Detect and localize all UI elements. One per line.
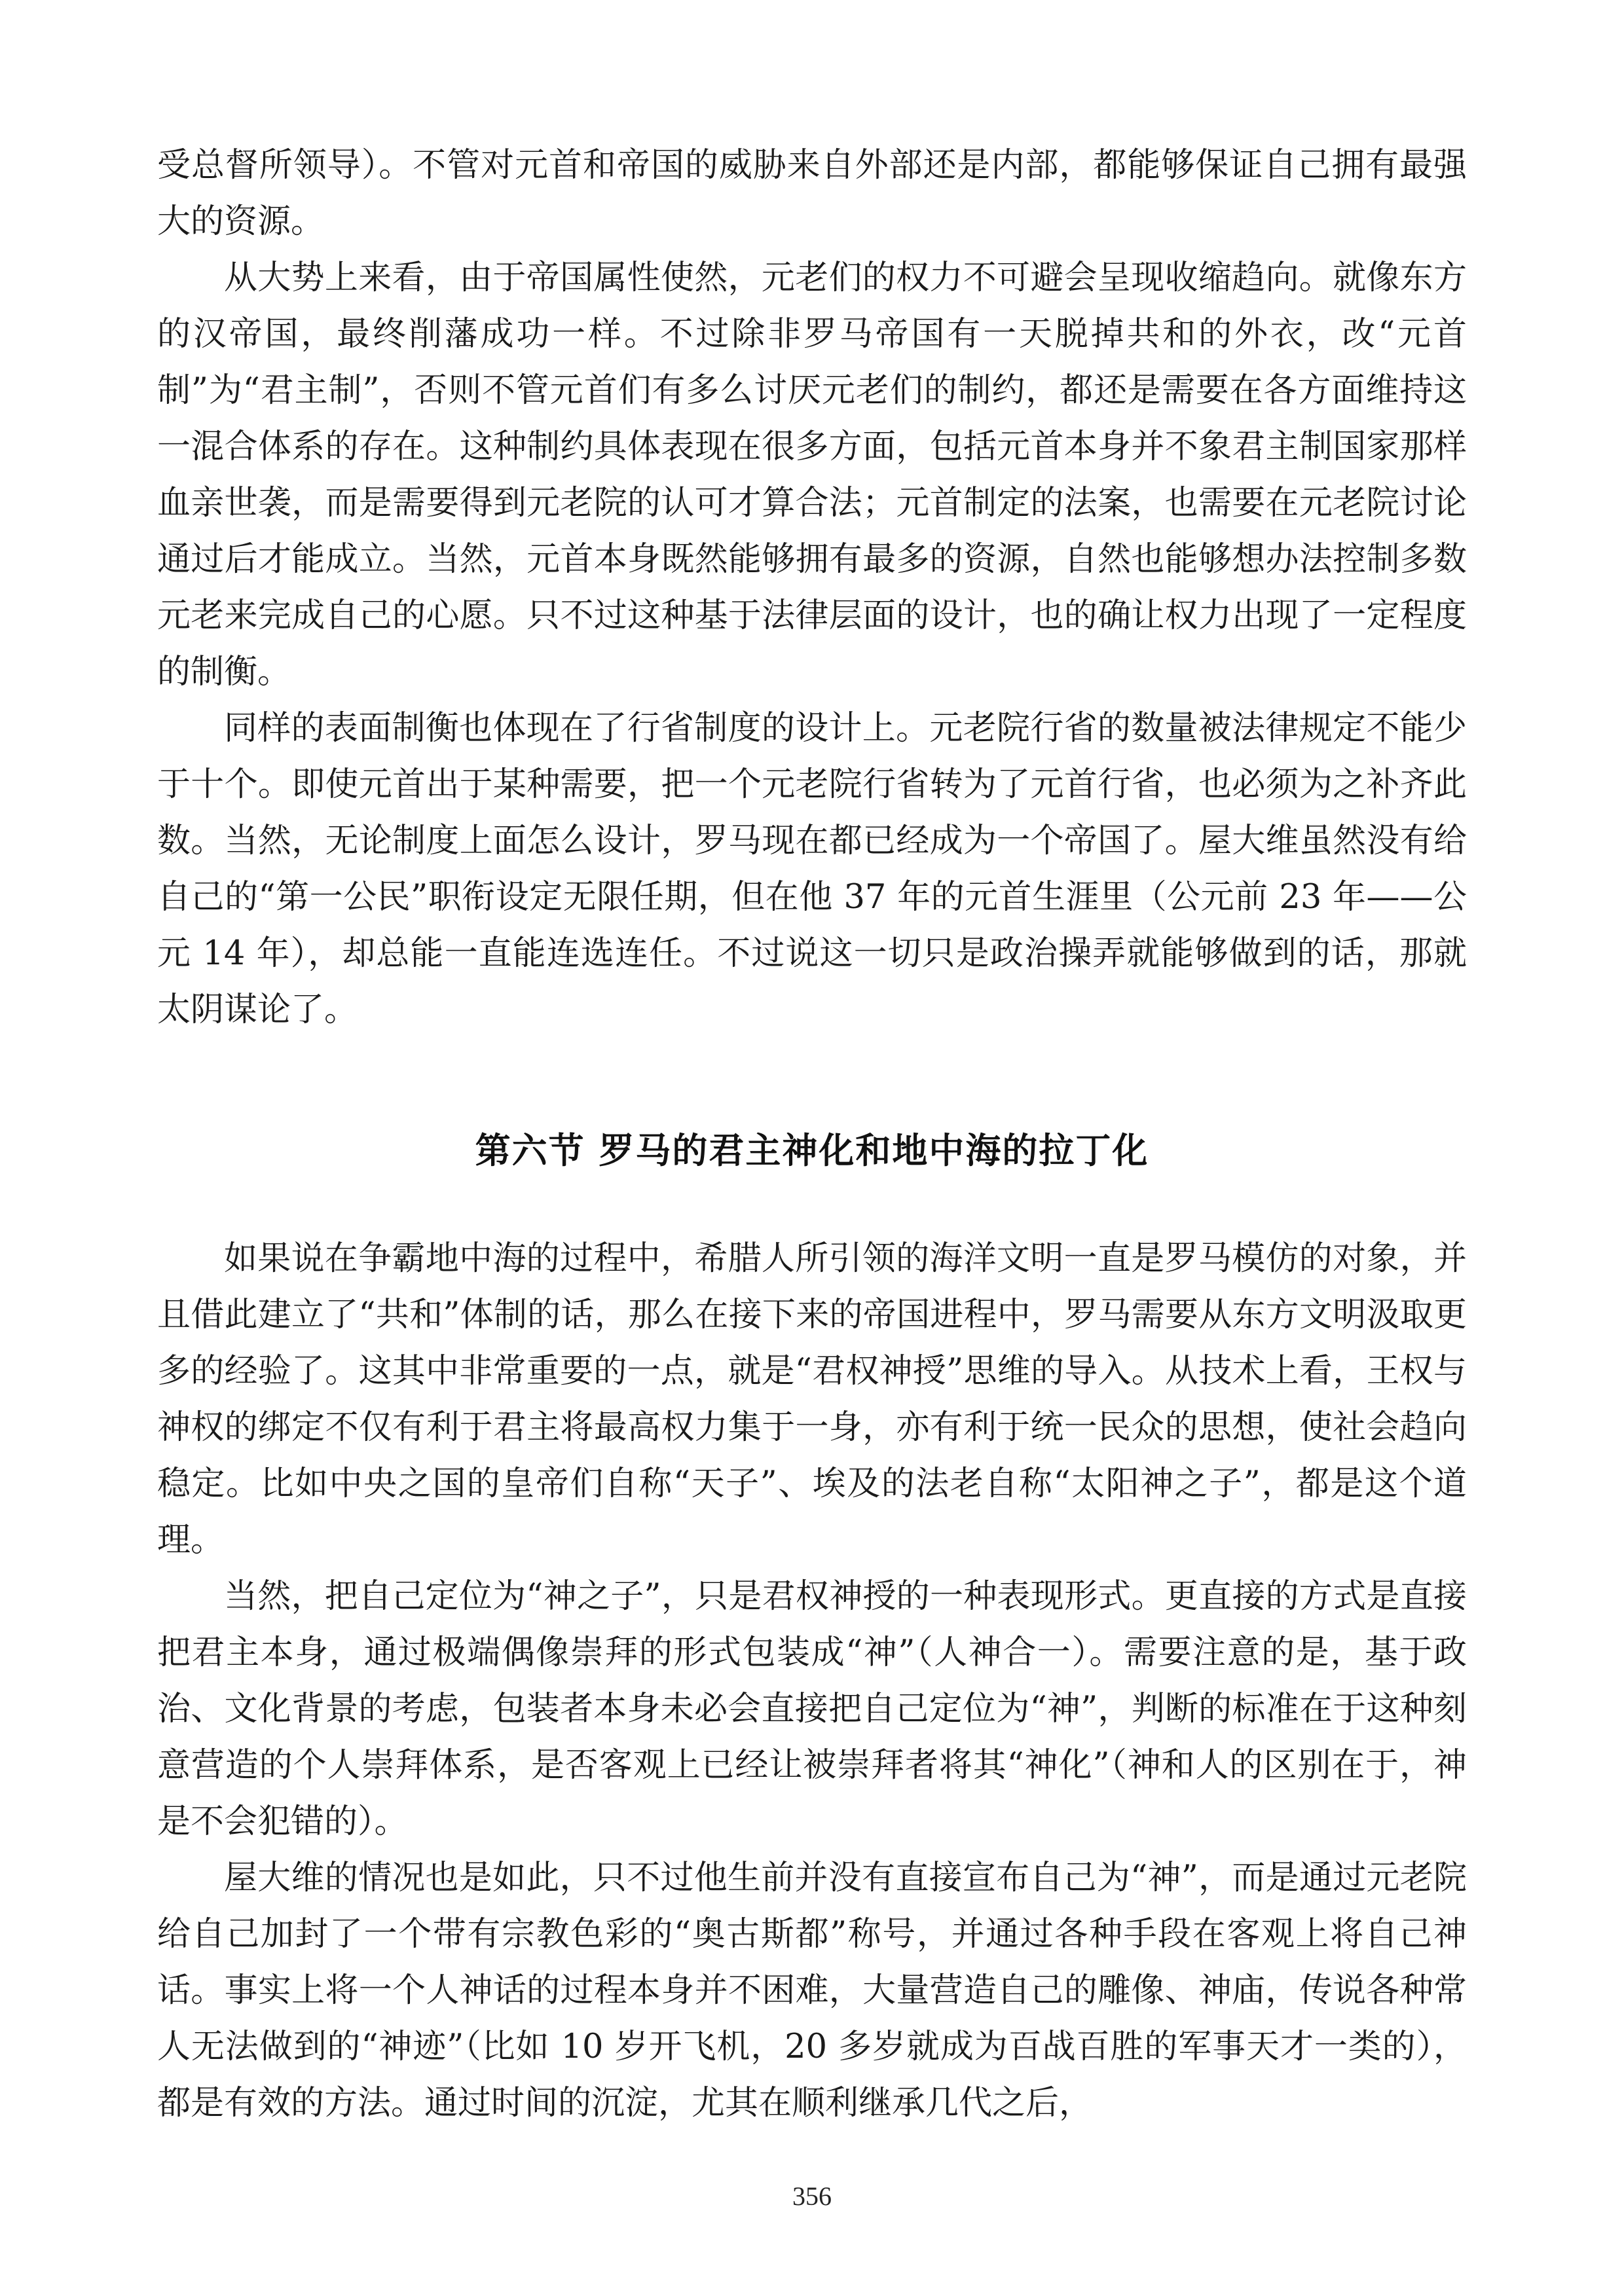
paragraph: 同样的表面制衡也体现在了行省制度的设计上。元老院行省的数量被法律规定不能少于十个。即使元首出于某种需要，把一个元老院行省转为了元首行省，也必须为之补齐此数。当然，无论制度上面怎么设计，罗马现在都已经成为一个帝国了。屋大维虽然没有给自己的“第一公民”职衔设定无限任期，但在他 37 年的元首生涯里（公元前 23 年——公元 14 年），却总能一直能连选连任。不过说这一切只是政治操弄就能够做到的话，那就太阴谋论了。 bbox=[157, 709, 1467, 1029]
paragraph-continuation: 受总督所领导）。不管对元首和帝国的威胁来自外部还是内部，都能够保证自己拥有最强大的资源。 bbox=[157, 146, 1467, 241]
page-number: 356 bbox=[792, 2181, 832, 2211]
paragraph: 从大势上来看，由于帝国属性使然，元老们的权力不可避会呈现收缩趋向。就像东方的汉帝国，最终削藩成功一样。不过除非罗马帝国有一天脱掉共和的外衣，改“元首制”为“君主制”，否则不管元首们有多么讨厌元老们的制约，都还是需要在各方面维持这一混合体系的存在。这种制约具体表现在很多方面，包括元首本身并不象君主制国家那样血亲世袭，而是需要得到元老院的认可才算合法；元首制定的法案，也需要在元老院讨论通过后才能成立。当然，元首本身既然能够拥有最多的资源，自然也能够想办法控制多数元老来完成自己的心愿。只不过这种基于法律层面的设计，也的确让权力出现了一定程度的制衡。 bbox=[157, 259, 1467, 691]
paragraph: 如果说在争霸地中海的过程中，希腊人所引领的海洋文明一直是罗马模仿的对象，并且借此建立了“共和”体制的话，那么在接下来的帝国进程中，罗马需要从东方文明汲取更多的经验了。这其中非常重要的一点，就是“君权神授”思维的导入。从技术上看，王权与神权的绑定不仅有利于君主将最高权力集于一身，亦有利于统一民众的思想，使社会趋向稳定。比如中央之国的皇帝们自称“天子”、埃及的法老自称“太阳神之子”，都是这个道理。 bbox=[157, 1239, 1467, 1559]
paragraph: 当然，把自己定位为“神之子”，只是君权神授的一种表现形式。更直接的方式是直接把君主本身，通过极端偶像崇拜的形式包装成“神”（人神合一）。需要注意的是，基于政治、文化背景的考虑，包装者本身未必会直接把自己定位为“神”，判断的标准在于这种刻意营造的个人崇拜体系，是否客观上已经让被崇拜者将其“神化”（神和人的区别在于，神是不会犯错的）。 bbox=[157, 1577, 1467, 1841]
section-heading: 第六节 罗马的君主神化和地中海的拉丁化 bbox=[475, 1130, 1149, 1171]
paragraph: 屋大维的情况也是如此，只不过他生前并没有直接宣布自己为“神”，而是通过元老院给自己加封了一个带有宗教色彩的“奥古斯都”称号，并通过各种手段在客观上将自己神话。事实上将一个人神话的过程本身并不困难，大量营造自己的雕像、神庙，传说各种常人无法做到的“神迹”（比如 10 岁开飞机，20 多岁就成为百战百胜的军事天才一类的），都是有效的方法。通过时间的沉淀，尤其在顺利继承几代之后， bbox=[157, 1859, 1467, 2123]
bottom-text-block bbox=[157, 1231, 1467, 2132]
top-text-block bbox=[157, 137, 1467, 1038]
